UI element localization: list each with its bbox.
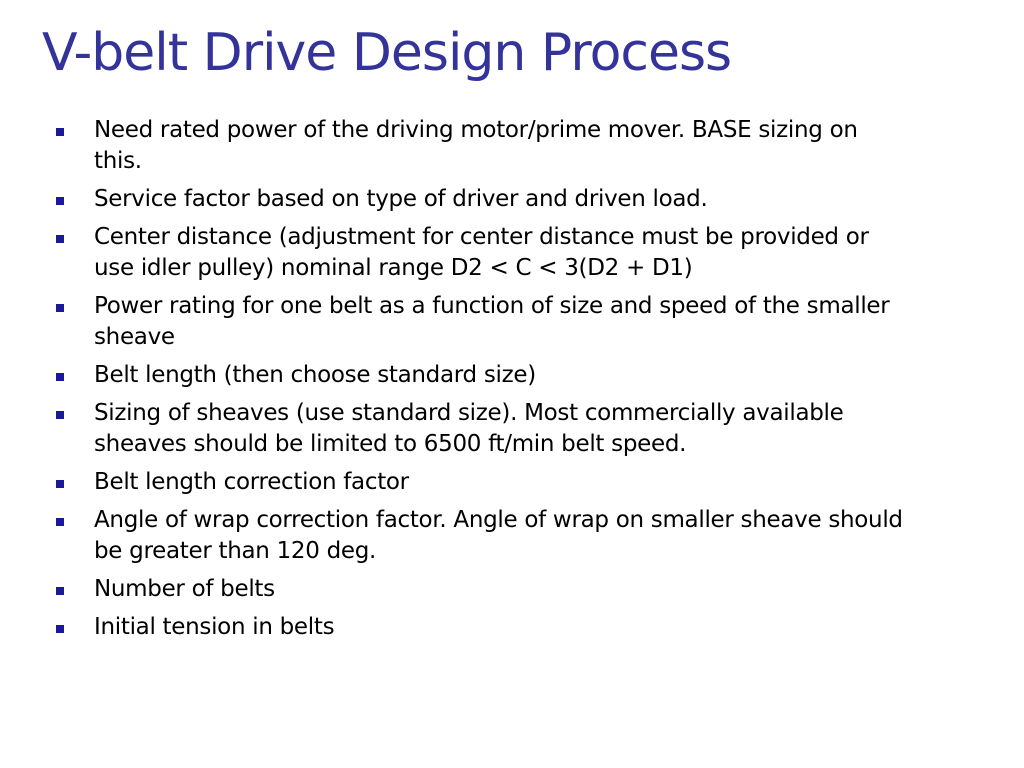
- bullet-text: Angle of wrap correction factor. Angle of wrap on smaller sheave should be greater than 120 deg.: [94, 507, 903, 564]
- square-bullet-icon: [56, 373, 64, 381]
- bullet-text: Service factor based on type of driver and driven load.: [94, 186, 708, 212]
- bullet-item: [52, 222, 912, 284]
- bullet-item: [52, 291, 912, 353]
- square-bullet-icon: [56, 518, 64, 526]
- square-bullet-icon: [56, 197, 64, 205]
- bullet-item: [52, 574, 912, 605]
- bullet-text: Belt length correction factor: [94, 469, 409, 495]
- slide-title: V-belt Drive Design Process: [42, 23, 732, 83]
- bullet-item: [52, 398, 912, 460]
- bullet-item: [52, 184, 912, 215]
- bullet-item: [52, 505, 912, 567]
- bullet-text: Belt length (then choose standard size): [94, 362, 536, 388]
- bullet-text: Number of belts: [94, 576, 275, 602]
- square-bullet-icon: [56, 625, 64, 633]
- bullet-text: Sizing of sheaves (use standard size). Most commercially available sheaves should be limited to 6500 ft/min belt speed.: [94, 400, 844, 457]
- bullet-text: Need rated power of the driving motor/prime mover. BASE sizing on this.: [94, 117, 858, 174]
- square-bullet-icon: [56, 235, 64, 243]
- bullet-item: [52, 115, 912, 177]
- bullet-text: Power rating for one belt as a function of size and speed of the smaller sheave: [94, 293, 890, 350]
- bullet-item: [52, 360, 912, 391]
- square-bullet-icon: [56, 587, 64, 595]
- square-bullet-icon: [56, 411, 64, 419]
- square-bullet-icon: [56, 304, 64, 312]
- bullet-item: [52, 612, 912, 643]
- square-bullet-icon: [56, 128, 64, 136]
- bullet-text: Center distance (adjustment for center distance must be provided or use idler pulley) nominal range D2 < C < 3(D2 + D1): [94, 224, 869, 281]
- square-bullet-icon: [56, 480, 64, 488]
- bullet-text: Initial tension in belts: [94, 614, 335, 640]
- bullet-list: [52, 115, 912, 650]
- bullet-item: [52, 467, 912, 498]
